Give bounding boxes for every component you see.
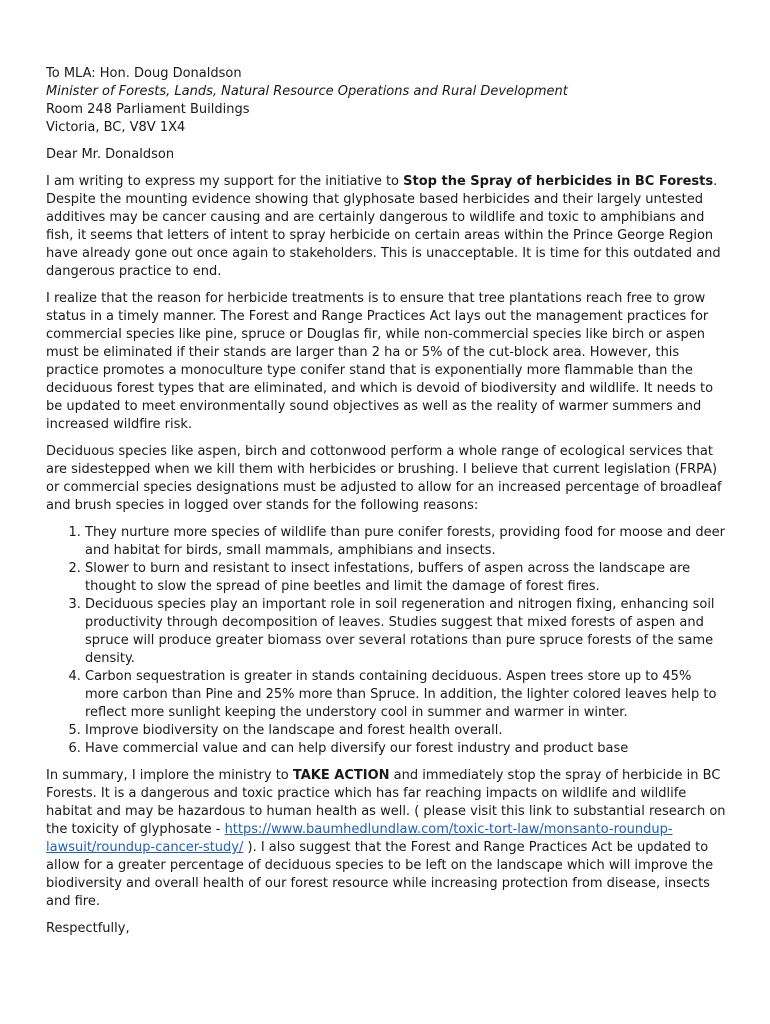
take-action-emphasis: TAKE ACTION [292, 768, 390, 783]
salutation: Dear Mr. Donaldson [46, 147, 175, 162]
letter [46, 65, 726, 938]
list-item: 6. Have commercial value and can help diversify our forest industry and product base [85, 740, 726, 758]
reasons-list [46, 524, 726, 758]
research-link[interactable]: https://www.baumhedlundlaw.com/toxic-tort-law/monsanto-roundup-lawsuit/roundup-cancer-study/ [46, 822, 673, 855]
list-item: 4. Carbon sequestration is greater in stands containing deciduous. Aspen trees store up to 45% more carbon than Pine and 25% more than Spruce. In addition, the lighter colored leaves help to reflect more sunlight keeping the understory cool in summer and warmer in winter. [85, 668, 726, 722]
list-item: 3. Deciduous species play an important role in soil regeneration and nitrogen fixing, enhancing soil productivity through decomposition of leaves. Studies suggest that mixed forests of aspen and spruce will produce greater biomass over several rotations than pure spruce forests of the same density. [85, 596, 726, 668]
recipient-title: Minister of Forests, Lands, Natural Resource Operations and Rural Development [46, 84, 568, 99]
paragraph-deciduous: Deciduous species like aspen, birch and cottonwood perform a whole range of ecological services that are sidestepped when we kill them with herbicides or brushing. I believe that current legislation (FRPA) or commercial species designations must be adjusted to allow for an increased percentage of broadleaf and brush species in logged over stands for the following reasons: [46, 444, 722, 513]
summary-text-start: In summary, I implore the ministry to [46, 768, 293, 783]
summary-text-middle: and immediately stop the spray of herbicide in BC Forests. It is a dangerous and toxic practice which has far reaching impacts on wildlife and wildlife habitat and may be hazardous to human health as well. ( please visit this link to substantial research on the toxicity of glyphosate - [46, 768, 726, 837]
paragraph-reason: I realize that the reason for herbicide treatments is to ensure that tree plantations reach free to grow status in a timely manner. The Forest and Range Practices Act lays out the management practices for commercial species like pine, spruce or Douglas fir, while non-commercial species like birch or aspen must be eliminated if their stands are larger than 2 ha or 5% of the cut-block area. However, this practice promotes a monoculture type conifer stand that is exponentially more flammable than the deciduous forest types that are eliminated, and which is devoid of biodiversity and wildlife. It needs to be updated to meet environmentally sound objectives as well as the reality of warmer summers and increased wildfire risk. [46, 291, 714, 432]
recipient-city: Victoria, BC, V8V 1X4 [46, 120, 186, 135]
closing: Respectfully, [46, 921, 130, 936]
initiative-name: Stop the Spray of herbicides in BC Forests [403, 174, 714, 189]
intro-text-start: I am writing to express my support for the initiative to [46, 174, 404, 189]
recipient-line: To MLA: Hon. Doug Donaldson [46, 66, 242, 81]
summary-text-end: ). I also suggest that the Forest and Range Practices Act be updated to allow for a greater percentage of deciduous species to be left on the landscape which will improve the biodiversity and overall health of our forest resource while increasing protection from disease, insects and fire. [46, 840, 714, 909]
paragraph-intro [46, 173, 726, 281]
recipient-address [46, 65, 726, 137]
paragraph-summary [46, 767, 726, 911]
list-item: 1. They nurture more species of wildlife than pure conifer forests, providing food for moose and deer and habitat for birds, small mammals, amphibians and insects. [85, 524, 726, 560]
recipient-room: Room 248 Parliament Buildings [46, 102, 250, 117]
list-item: 2. Slower to burn and resistant to insect infestations, buffers of aspen across the landscape are thought to slow the spread of pine beetles and limit the damage of forest fires. [85, 560, 726, 596]
intro-text-end: . Despite the mounting evidence showing that glyphosate based herbicides and their largely untested additives may be cancer causing and are certainly dangerous to wildlife and toxic to amphibians and fish, it seems that letters of intent to spray herbicide on certain areas within the Prince George Region have already gone out once again to stakeholders. This is unacceptable. It is time for this outdated and dangerous practice to end. [46, 174, 721, 279]
list-item: 5. Improve biodiversity on the landscape and forest health overall. [85, 722, 726, 740]
